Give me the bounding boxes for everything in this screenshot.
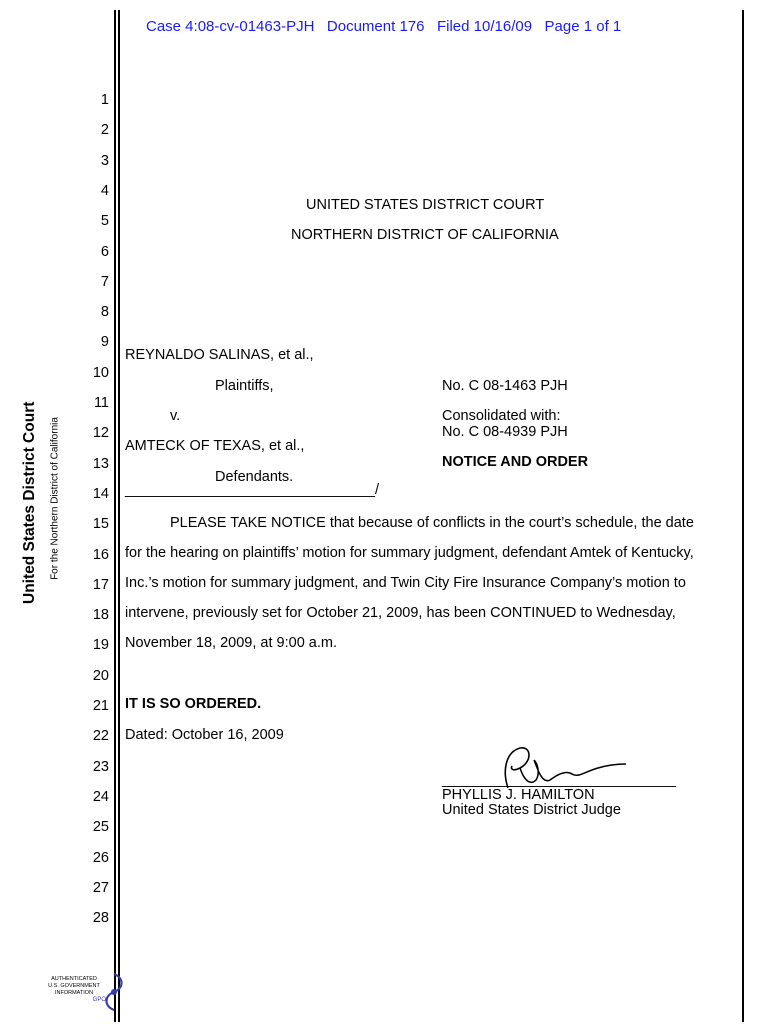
right-margin-rule xyxy=(742,10,744,1022)
line-number: 16 xyxy=(92,546,109,563)
gpo-seal xyxy=(42,972,132,1012)
case-number: No. C 08-1463 PJH xyxy=(442,378,568,394)
left-margin-rule-1 xyxy=(114,10,116,1022)
sidebar-court-name: United States District Court xyxy=(21,401,38,604)
line-number: 19 xyxy=(92,637,109,654)
body-line-15: PLEASE TAKE NOTICE that because of conflicts in the court’s schedule, the date xyxy=(170,515,694,531)
line-number: 20 xyxy=(92,667,109,684)
plaintiff-role: Plaintiffs, xyxy=(215,378,274,394)
left-margin-rule-2 xyxy=(118,10,120,1022)
judge-name: PHYLLIS J. HAMILTON xyxy=(442,787,595,803)
gpo-line-3: INFORMATION xyxy=(54,990,94,996)
line-number: 28 xyxy=(92,910,109,927)
so-ordered: IT IS SO ORDERED. xyxy=(125,696,262,712)
document-title: NOTICE AND ORDER xyxy=(442,454,589,470)
line-number: 14 xyxy=(92,485,109,502)
line-number: 27 xyxy=(92,879,109,896)
versus: v. xyxy=(170,408,181,424)
judge-title: United States District Judge xyxy=(442,802,621,818)
body-line-19: November 18, 2009, at 9:00 a.m. xyxy=(125,635,337,651)
line-number: 25 xyxy=(92,819,109,836)
sidebar-district-name: For the Northern District of California xyxy=(49,417,61,580)
line-number: 15 xyxy=(92,516,109,533)
line-number: 8 xyxy=(100,304,109,321)
line-number: 2 xyxy=(100,122,109,139)
line-number: 26 xyxy=(92,849,109,866)
body-line-17: Inc.’s motion for summary judgment, and Twin City Fire Insurance Company’s motion to xyxy=(125,575,686,591)
line-number: 21 xyxy=(92,698,109,714)
line-number: 1 xyxy=(100,92,109,108)
line-number: 12 xyxy=(92,425,109,442)
body-line-18: intervene, previously set for October 21, 2009, has been CONTINUED to Wednesday, xyxy=(125,605,676,621)
defendant-role: Defendants. xyxy=(215,469,294,485)
line-number: 24 xyxy=(92,788,109,805)
gpo-line-1: AUTHENTICATED xyxy=(51,976,97,982)
signature-line: _____________________________ xyxy=(442,772,676,788)
court-district: NORTHERN DISTRICT OF CALIFORNIA xyxy=(291,227,559,243)
line-number: 11 xyxy=(93,395,109,411)
plaintiff-name: REYNALDO SALINAS, et al., xyxy=(125,347,314,363)
line-number: 4 xyxy=(100,182,109,199)
line-number: 3 xyxy=(100,152,109,169)
line-number: 17 xyxy=(92,576,109,593)
dated: Dated: October 16, 2009 xyxy=(125,727,284,743)
line-number: 13 xyxy=(92,455,109,472)
gpo-line-4: GPO xyxy=(92,997,106,1003)
gpo-seal-emblem-icon xyxy=(100,972,128,1012)
caption-divider: _______________________________/ xyxy=(125,482,380,498)
consolidated-number: No. C 08-4939 PJH xyxy=(442,424,568,440)
line-number: 7 xyxy=(100,273,109,290)
line-number: 9 xyxy=(100,334,109,351)
line-number: 18 xyxy=(92,607,109,624)
line-number: 10 xyxy=(92,364,109,381)
defendant-name: AMTECK OF TEXAS, et al., xyxy=(125,438,305,454)
line-number: 5 xyxy=(100,213,109,230)
case-header: Case 4:08-cv-01463-PJH Document 176 Filed 10/16/09 Page 1 of 1 xyxy=(146,18,622,35)
line-number: 23 xyxy=(92,758,109,775)
line-number: 6 xyxy=(100,243,109,260)
court-name: UNITED STATES DISTRICT COURT xyxy=(306,197,545,213)
body-line-16: for the hearing on plaintiffs’ motion for summary judgment, defendant Amtek of Kentucky, xyxy=(125,545,694,561)
line-number: 22 xyxy=(92,728,109,745)
gpo-line-2: U.S. GOVERNMENT xyxy=(48,983,100,989)
consolidated-label: Consolidated with: xyxy=(442,408,561,424)
